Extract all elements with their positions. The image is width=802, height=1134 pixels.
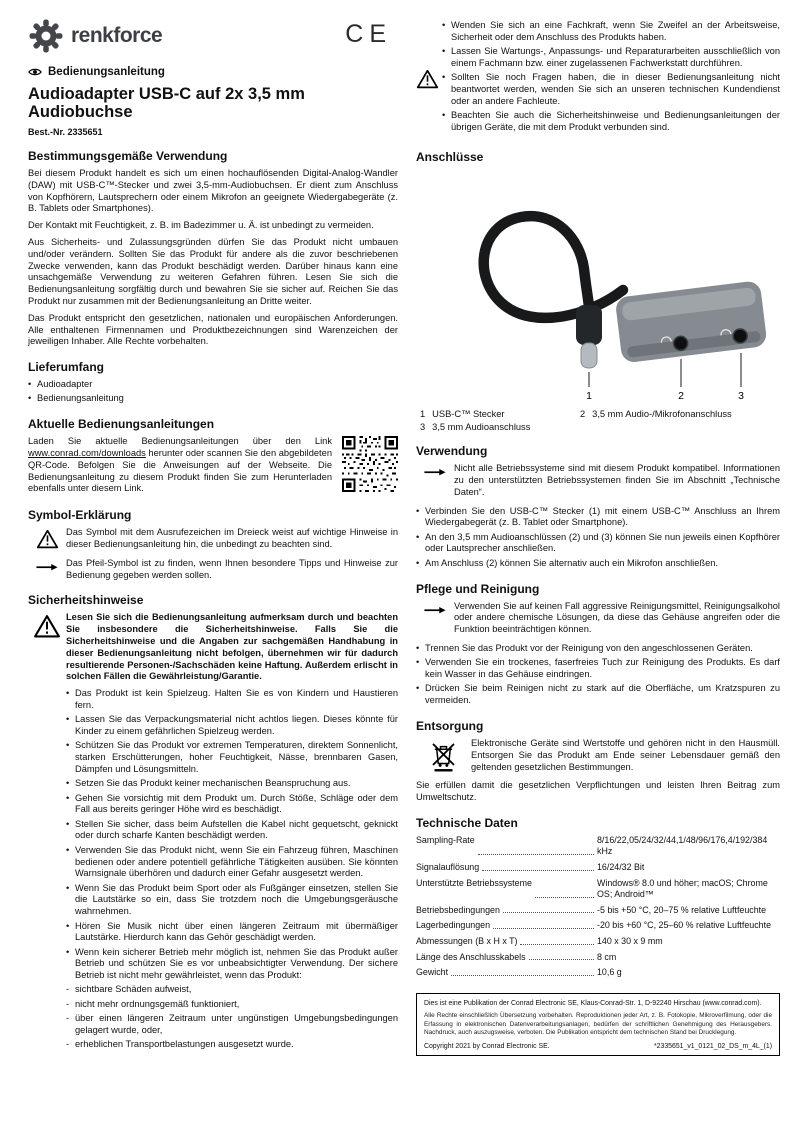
usb-c-plug-overmold xyxy=(576,305,602,345)
manuals-text-before: Laden Sie aktuelle Bedienungsanleitungen über den Link xyxy=(28,436,332,447)
warning-triangle-icon xyxy=(28,612,66,1053)
arrow-icon xyxy=(416,463,454,498)
list-item: • Wenn kein sicherer Betrieb mehr möglich ist, nehmen Sie das Produkt außer Betrieb und schützen Sie es vor unbeabsichtigter Verwendung. Der sichere Betrieb ist nicht mehr gewährleistet, wenn das Produkt: xyxy=(66,947,398,982)
care-note-row xyxy=(416,601,780,636)
heading-connections: Anschlüsse xyxy=(416,150,484,165)
dot-leader xyxy=(535,878,594,898)
heading-care: Pflege und Reinigung xyxy=(416,581,540,596)
doc-type-label: Bedienungsanleitung xyxy=(48,66,165,78)
list-item: • Bedienungsanleitung xyxy=(28,393,398,405)
product-image xyxy=(416,169,780,407)
heading-manuals: Aktuelle Bedienungsanleitungen xyxy=(28,417,215,432)
delivery-list xyxy=(28,379,398,405)
heading-intended-use: Bestimmungsgemäße Verwendung xyxy=(28,148,228,163)
arrow-icon xyxy=(28,558,66,582)
tech-row: Lagerbedingungen -20 bis +60 °C, 25–60 % relative Luftfeuchte xyxy=(416,920,772,931)
warning-triangle-icon xyxy=(416,20,442,136)
list-item: • An den 3,5 mm Audioanschlüssen (2) und (3) können Sie nun jeweils einen Kopfhörer oder Lautsprecher anschließen. xyxy=(416,532,780,556)
header xyxy=(28,18,398,54)
legend-item: 1 USB-C™ Stecker xyxy=(420,409,505,420)
list-item: • Wenn Sie das Produkt beim Sport oder als Fußgänger einsetzen, stellen Sie die Lautstärke so ein, dass Sie trotzdem noch die Umgebungsgeräusche wahrnehmen. xyxy=(66,883,398,918)
intended-use-p2: Der Kontakt mit Feuchtigkeit, z. B. im Badezimmer u. Ä. ist unbedingt zu vermeiden. xyxy=(28,220,374,231)
list-item: • Hören Sie Musik nicht über einen längeren Zeitraum mit übermäßiger Lautstärke. Hierdurch kann das Gehör geschädigt werden. xyxy=(66,921,398,945)
manuals-paragraph xyxy=(28,436,398,495)
dot-leader xyxy=(451,967,594,976)
safety-continued-list xyxy=(442,20,780,136)
tech-row: Abmessungen (B x H x T) 140 x 30 x 9 mm xyxy=(416,935,663,946)
callout-3: 3 xyxy=(738,390,744,403)
qr-code xyxy=(342,436,398,492)
connections-legend xyxy=(420,409,780,432)
heading-safety: Sicherheitshinweise xyxy=(28,593,144,608)
list-item: - erheblichen Transportbelastungen ausgesetzt wurde. xyxy=(66,1039,398,1051)
publisher-line: Dies ist eine Publikation der Conrad Electronic SE, Klaus-Conrad-Str. 1, D-92240 Hirschau (www.conrad.com). xyxy=(424,999,762,1007)
symbol-warning-text: Das Symbol mit dem Ausrufezeichen im Dreieck weist auf wichtige Hinweise in dieser Bedienungsanleitung hin, die unbedingt zu beachten sind. xyxy=(66,527,398,549)
eye-icon xyxy=(28,67,42,77)
imprint-box xyxy=(416,993,780,1057)
disposal-closing: Sie erfüllen damit die gesetzlichen Verpflichtungen und leisten Ihren Beitrag zum Umweltschutz. xyxy=(416,780,780,803)
rights-text: Alle Rechte einschließlich Übersetzung vorbehalten. Reproduktionen jeder Art, z. B. Fotokopie, Mikroverfilmung, oder die Erfassung in elektronischen Datenverarbeitungsanlagen, bedürfen der schriftlichen Genehmigung des Herausgebers. Nachdruck, auch auszugsweise, verboten. Die Publikation entspricht dem technischen Stand bei Drucklegung. xyxy=(424,1012,772,1037)
warning-triangle-icon xyxy=(28,527,66,551)
tech-row: Gewicht 10,6 g xyxy=(416,967,622,978)
heading-delivery: Lieferumfang xyxy=(28,360,105,375)
callout-1: 1 xyxy=(586,390,592,403)
usage-note: Nicht alle Betriebssysteme sind mit diesem Produkt kompatibel. Informationen zu den unterstützten Betriebssystemen finden Sie im Abschnitt „Technische Daten“. xyxy=(454,463,780,497)
copyright-line: Copyright 2021 by Conrad Electronic SE. xyxy=(424,1042,550,1050)
symbol-arrow-row xyxy=(28,558,398,582)
dot-leader xyxy=(503,905,594,914)
order-number: Best.-Nr. 2335651 xyxy=(28,126,103,137)
tech-row: Signalauflösung 16/24/32 Bit xyxy=(416,862,645,873)
weee-bin-icon xyxy=(416,738,471,773)
tech-data-table xyxy=(416,835,780,979)
dot-leader xyxy=(482,862,594,871)
list-item: • Audioadapter xyxy=(28,379,398,391)
conrad-downloads-link[interactable]: www.conrad.com/downloads xyxy=(28,447,146,458)
disposal-row xyxy=(416,738,780,773)
renkforce-logo-icon xyxy=(28,18,64,54)
list-item: - nicht mehr ordnungsgemäß funktioniert, xyxy=(66,999,398,1011)
brand-logo xyxy=(28,18,162,54)
usage-note-row xyxy=(416,463,780,498)
doc-code: *2335651_v1_0121_02_DS_m_4L_(1) xyxy=(653,1042,772,1050)
legend-item: 3 3,5 mm Audioanschluss xyxy=(420,422,531,433)
disposal-text: Elektronische Geräte sind Wertstoffe und gehören nicht in den Hausmüll. Entsorgen Sie das Produkt am Ende seiner Lebensdauer gemäß den geltenden gesetzlichen Bestimmungen. xyxy=(471,737,780,772)
heading-usage: Verwendung xyxy=(416,444,488,459)
list-item: • Trennen Sie das Produkt vor der Reinigung von den angeschlossenen Geräten. xyxy=(416,643,780,655)
heading-disposal: Entsorgung xyxy=(416,718,484,733)
care-note: Verwenden Sie auf keinen Fall aggressive Reinigungsmittel, Reinigungsalkohol oder andere chemische Lösungen, da diese das Gehäuse angreifen oder die Funktion beeinträchtigen können. xyxy=(454,600,780,635)
list-item: • Am Anschluss (2) können Sie alternativ auch ein Mikrofon anschließen. xyxy=(416,558,780,570)
intended-use-p1: Bei diesem Produkt handelt es sich um einen hochauflösenden Digital-Analog-Wandler (DAW) mit USB-C™-Stecker und zwei 3,5-mm-Audiobuchsen. Er dient zum Anschluss von Kopfhörern, Lautsprechern oder einem Mikrofon an geeignete Wiedergabegeräte (z. B. Tablets oder Smartphones). xyxy=(28,167,398,214)
heading-symbols: Symbol-Erklärung xyxy=(28,508,132,523)
list-item: • Gehen Sie vorsichtig mit dem Produkt um. Durch Stöße, Schläge oder dem Fall aus bereits geringer Höhe wird es beschädigt. xyxy=(66,793,398,817)
list-item: • Verbinden Sie den USB-C™ Stecker (1) mit einem USB-C™ Anschluss an Ihrem Wiedergabegerät (z. B. Tablet oder Smartphone). xyxy=(416,506,780,530)
safety-intro: Lesen Sie sich die Bedienungsanleitung aufmerksam durch und beachten Sie insbesondere die Sicherheitshinweise. Falls Sie die Sicherheitshinweise und die Angaben zur sachgemäßen Handhabung in dieser Bedienungsanleitung nicht befolgen, übernehmen wir für dadurch resultierende Personen-/Sachschäden keine Haftung. Außerdem erlischt in solchen Fällen die Gewährleistung/Garantie. xyxy=(66,612,398,682)
list-item: • Das Produkt ist kein Spielzeug. Halten Sie es von Kindern und Haustieren fern. xyxy=(66,688,398,712)
dot-leader xyxy=(520,936,594,945)
audio-jack xyxy=(732,328,748,344)
symbol-arrow-text: Das Pfeil-Symbol ist zu finden, wenn Ihnen besondere Tipps und Hinweise zur Bedienung gegeben werden sollen. xyxy=(66,557,398,580)
legend-item: 2 3,5 mm Audio-/Mikrofonanschluss xyxy=(580,409,732,420)
manuals-text-after: herunter oder scannen Sie den abgebildeten QR-Code. Befolgen Sie die Anweisungen auf der Webseite. Die Bedienungsanleitung zu diesem Produkt finden Sie zum Herunterladen ebenfalls unter diesem Link. xyxy=(28,447,332,494)
dot-leader xyxy=(493,920,594,929)
dot-leader xyxy=(478,835,594,855)
usb-c-plug-metal xyxy=(581,343,597,368)
list-item: • Schützen Sie das Produkt vor extremen Temperaturen, direktem Sonnenlicht, starken Erschütterungen, hoher Feuchtigkeit, Nässe, brennbaren Gasen, Dämpfen und Lösungsmitteln. xyxy=(66,740,398,775)
list-item: • Lassen Sie das Verpackungsmaterial nicht achtlos liegen. Dieses könnte für Kinder zu einem gefährlichen Spielzeug werden. xyxy=(66,714,398,738)
doc-type-row xyxy=(28,66,398,78)
safety-dash-list xyxy=(66,984,398,1050)
intended-use-p4: Das Produkt entspricht den gesetzlichen, nationalen und europäischen Anforderungen. Alle enthaltenen Firmennamen und Produktbezeichnungen sind Warenzeichen der jeweiligen Inhaber. Alle Rechte vorbehalten. xyxy=(28,312,398,347)
arrow-icon xyxy=(416,601,454,636)
list-item: • Stellen Sie sicher, dass beim Aufstellen die Kabel nicht gequetscht, geknickt oder durch scharfe Kanten beschädigt werden. xyxy=(66,819,398,843)
symbol-warning-row xyxy=(28,527,398,551)
safety-continued-block xyxy=(416,20,780,136)
list-item: • Verwenden Sie das Produkt nicht, wenn Sie ein Fahrzeug führen, Maschinen bedienen oder andere potentiell gefährliche Tätigkeiten ausüben. Sie könnten Warnsignale überhören und dadurch einer Gefahr ausgesetzt werden. xyxy=(66,845,398,880)
brand-name: renkforce xyxy=(71,24,163,47)
safety-block xyxy=(28,612,398,1053)
list-item: • Sollten Sie noch Fragen haben, die in dieser Bedienungsanleitung nicht beantwortet werden, wenden Sie sich an unseren technischen Kundendienst oder an andere Fachleute. xyxy=(442,72,780,107)
right-column xyxy=(416,18,780,1057)
list-item: - über einen längeren Zeitraum unter ungünstigen Umgebungsbedingungen gelagert wurde, oder, xyxy=(66,1013,398,1037)
heading-tech-data: Technische Daten xyxy=(416,815,518,830)
care-bullet-list xyxy=(416,643,780,707)
list-item: • Drücken Sie beim Reinigen nicht zu stark auf die Oberfläche, um Kratzspuren zu vermeiden. xyxy=(416,683,780,707)
list-item: • Lassen Sie Wartungs-, Anpassungs- und Reparaturarbeiten ausschließlich von einem Fachmann bzw. einer zugelassenen Fachwerkstatt durchführen. xyxy=(442,46,780,70)
page-title: Audioadapter USB-C auf 2x 3,5 mm Audiobuchse xyxy=(28,85,305,122)
intended-use-p3: Aus Sicherheits- und Zulassungsgründen dürfen Sie das Produkt nicht umbauen und/oder verändern. Sollten Sie das Produkt für andere als die zuvor beschriebenen Zwecke verwenden, kann das Produkt beschädigt werden. Darüber hinaus kann eine unsachgemäße Verwendung zu weiteren Gefahren führen. Lesen Sie sich die Bedienungsanleitung sorgfältig durch und bewahren Sie sie sicher auf. Reichen Sie das Produkt nur zusammen mit der Bedienungsanleitung an Dritte weiter. xyxy=(28,236,398,306)
audio-mic-jack xyxy=(673,336,689,352)
usage-bullet-list xyxy=(416,506,780,570)
left-column xyxy=(28,18,398,1057)
tech-row: Betriebsbedingungen -5 bis +50 °C, 20–75 % relative Luftfeuchte xyxy=(416,904,767,915)
tech-row: Länge des Anschlusskabels 8 cm xyxy=(416,951,617,962)
list-item: - sichtbare Schäden aufweist, xyxy=(66,984,398,996)
list-item: • Beachten Sie auch die Sicherheitshinweise und Bedienungsanleitungen der übrigen Geräte, die mit dem Produkt verbunden sind. xyxy=(442,110,780,134)
safety-bullet-list xyxy=(66,688,398,982)
list-item: • Setzen Sie das Produkt keiner mechanischen Beanspruchung aus. xyxy=(66,778,398,790)
list-item: • Wenden Sie sich an eine Fachkraft, wenn Sie Zweifel an der Arbeitsweise, Sicherheit oder dem Anschluss des Produkts haben. xyxy=(442,20,780,44)
tech-row: Unterstützte Betriebssysteme Windows® 8.0 und höher; macOS; Chrome OS; Android™ xyxy=(416,877,768,900)
list-item: • Verwenden Sie ein trockenes, faserfreies Tuch zur Reinigung des Produkts. Es darf kein Wasser in das Gehäuse eindringen. xyxy=(416,657,780,681)
tech-row: Sampling-Rate 8/16/22,05/24/32/44,1/48/96/176,4/192/384 kHz xyxy=(416,834,768,857)
ce-mark: CE xyxy=(345,20,392,48)
dot-leader xyxy=(529,952,594,961)
callout-2: 2 xyxy=(678,390,684,403)
